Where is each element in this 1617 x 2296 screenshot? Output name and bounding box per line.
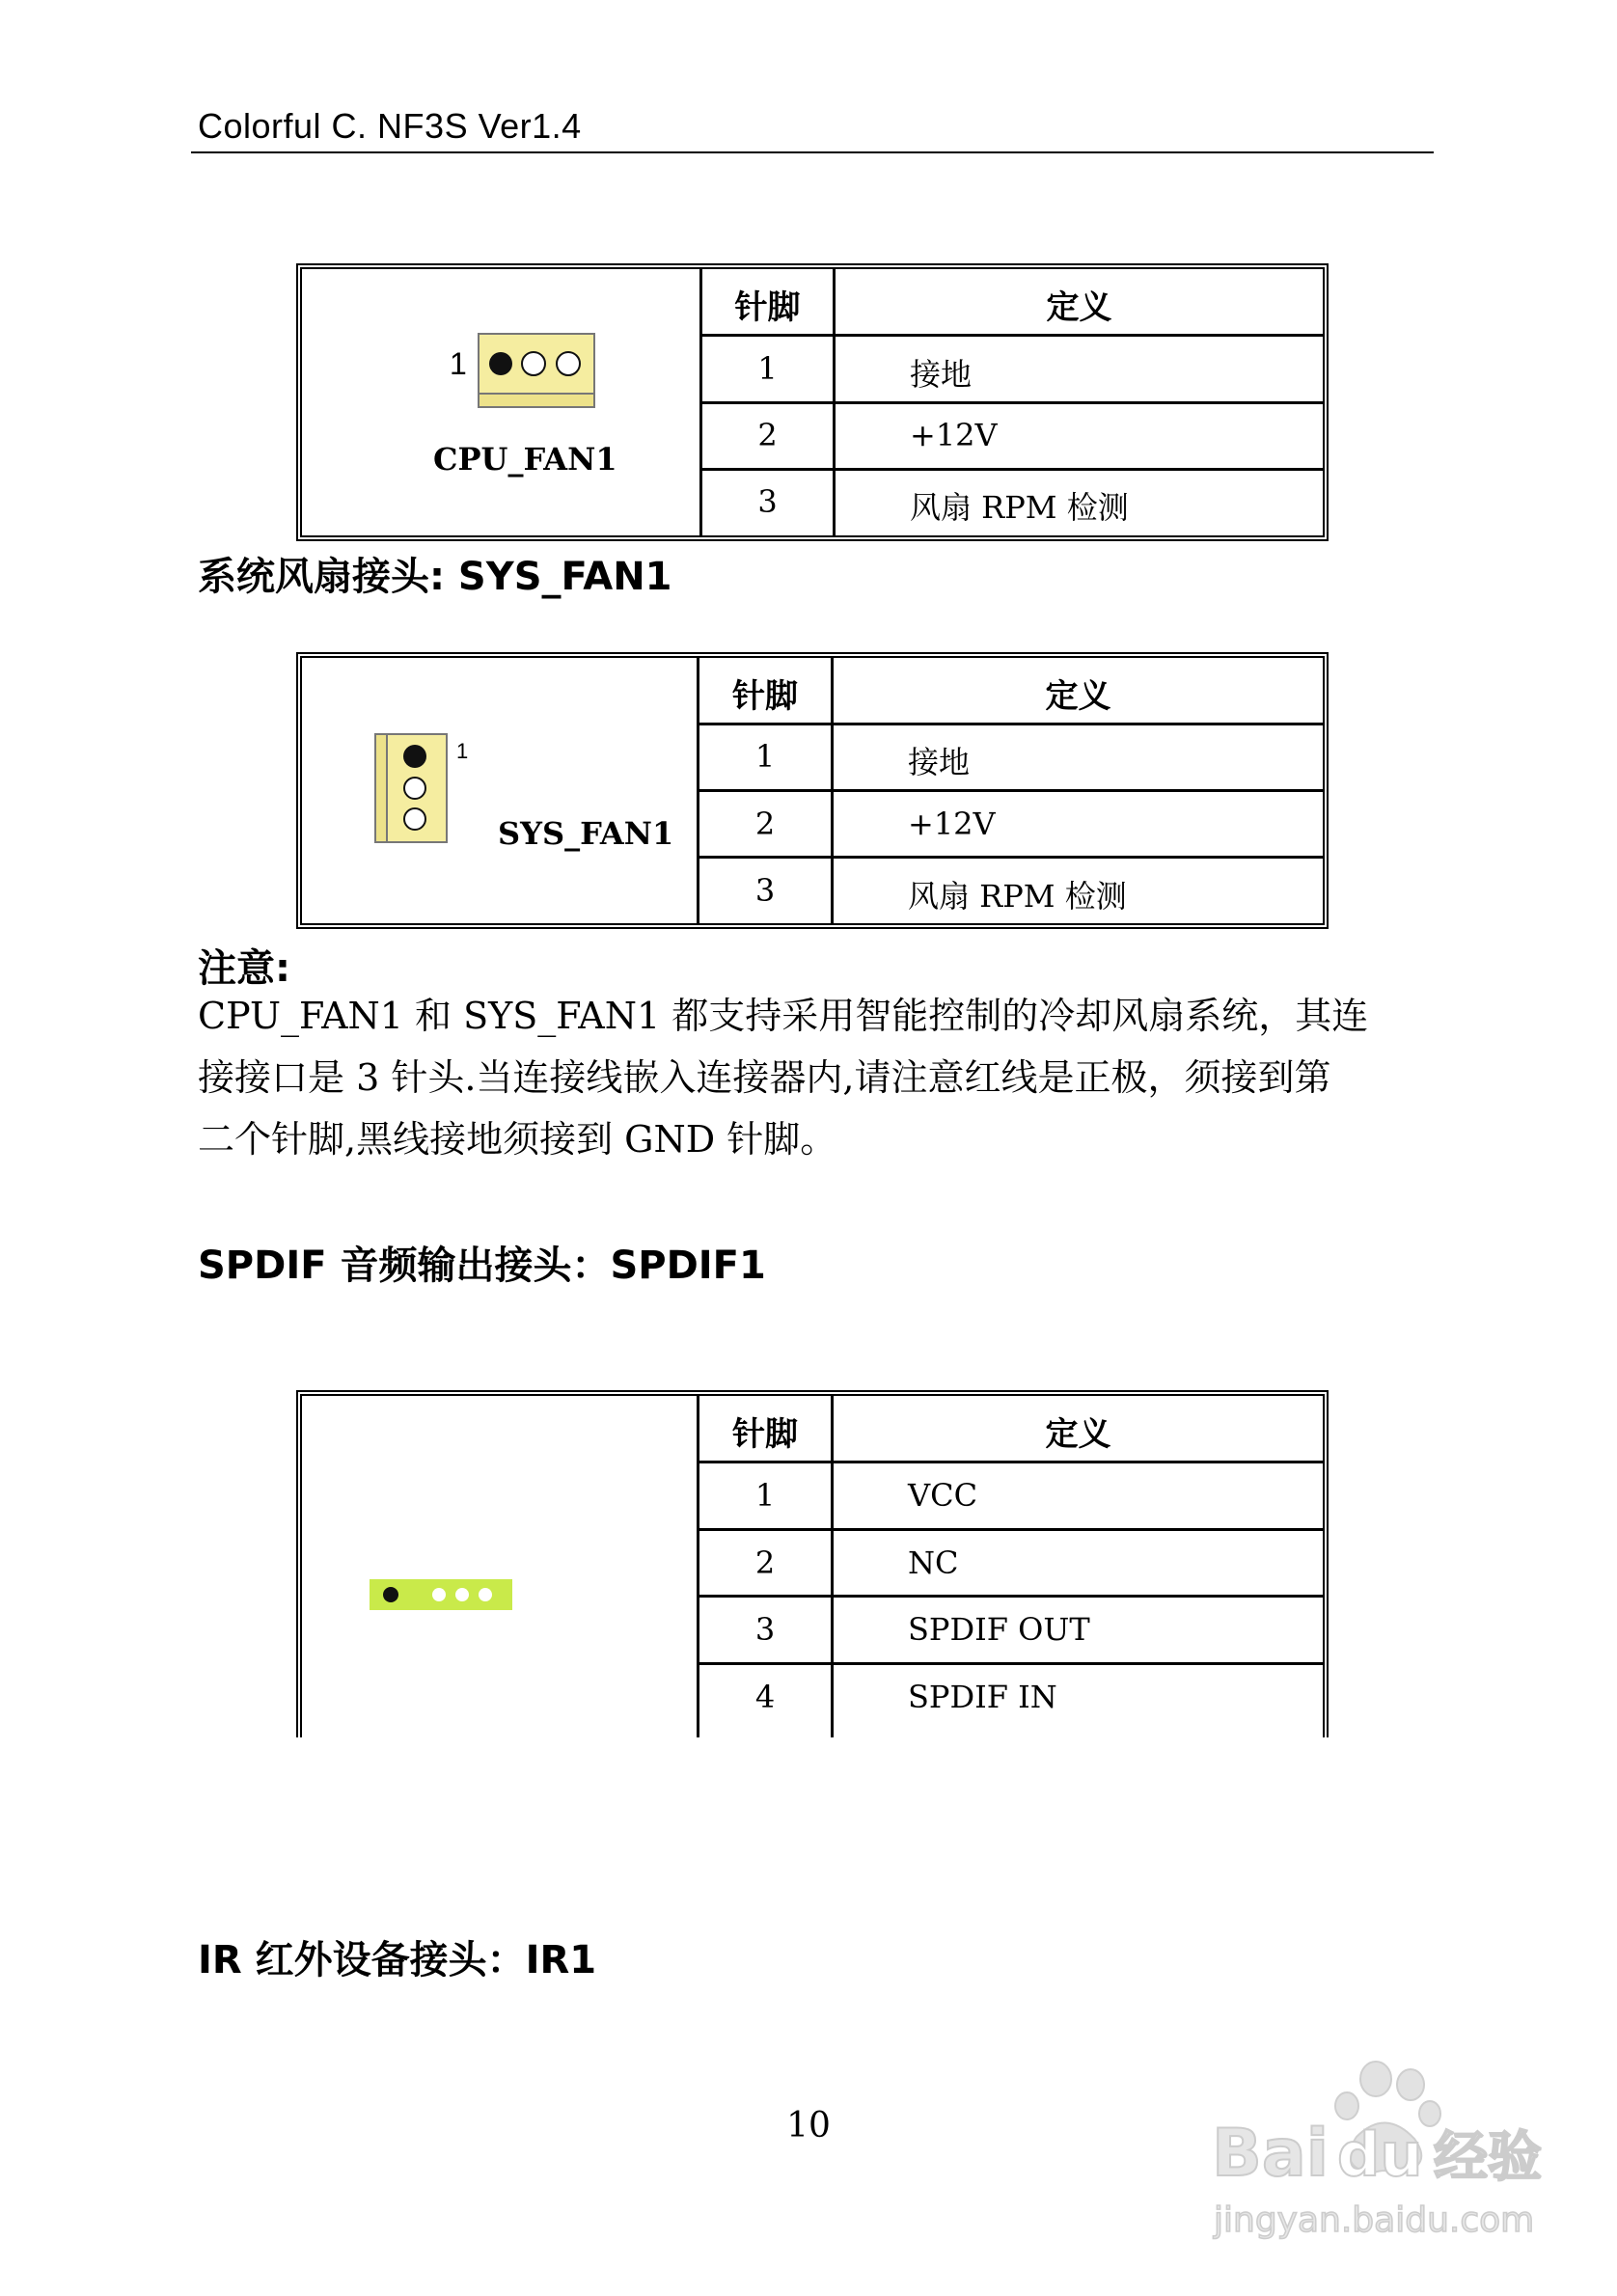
pin-column-header: 针脚 <box>734 288 801 327</box>
document-header-title: Colorful C. NF3S Ver1.4 <box>198 106 582 146</box>
note-heading: 注意: <box>198 946 290 991</box>
table-cell-pin: 1 <box>754 738 776 775</box>
cpu-fan-diagram <box>302 269 699 535</box>
page-number: 10 <box>786 2106 831 2146</box>
table-cell-pin: 2 <box>757 417 778 453</box>
definition-column-header: 定义 <box>1045 677 1111 716</box>
sys-fan-connector-icon <box>374 733 452 847</box>
ir-heading: IR 红外设备接头：IR1 <box>198 1938 597 1982</box>
spdif-heading: SPDIF 音频输出接头：SPDIF1 <box>198 1244 766 1288</box>
table-cell-definition: 接地 <box>908 744 971 780</box>
table-cell-pin: 4 <box>754 1679 776 1715</box>
pin1-marker: 1 <box>450 346 467 381</box>
cpu-fan-connector-icon <box>478 333 597 410</box>
table-cell-definition: NC <box>908 1544 959 1581</box>
table-cell-pin: 1 <box>757 350 778 387</box>
table-cell-pin: 3 <box>754 1611 776 1648</box>
table-cell-definition: 接地 <box>910 356 973 393</box>
svg-text:du: du <box>1337 2119 1423 2190</box>
pin-column-header: 针脚 <box>732 677 798 716</box>
table-cell-pin: 2 <box>754 806 776 842</box>
cpu-fan-connector-label: CPU_FAN1 <box>433 441 617 478</box>
note-line: CPU_FAN1 和 SYS_FAN1 都支持采用智能控制的冷却风扇系统，其连 <box>198 995 1369 1037</box>
table-cell-pin: 2 <box>754 1544 776 1581</box>
pin-column-header: 针脚 <box>732 1415 798 1454</box>
sys-fan-connector-label: SYS_FAN1 <box>498 815 674 852</box>
svg-text:jingyan.baidu.com: jingyan.baidu.com <box>1214 2200 1535 2240</box>
note-line: 接接口是 3 针头.当连接线嵌入连接器内,请注意红线是正极，须接到第 <box>198 1056 1331 1099</box>
spdif-pin-table <box>296 1390 1329 1737</box>
table-cell-pin: 3 <box>757 483 778 520</box>
definition-column-header: 定义 <box>1046 288 1112 327</box>
table-cell-pin: 1 <box>754 1477 776 1514</box>
table-cell-definition: 风扇 RPM 检测 <box>908 878 1127 915</box>
spdif-connector-icon <box>370 1579 514 1612</box>
header-divider <box>191 151 1434 153</box>
cpu-fan-pin-table <box>296 263 1329 541</box>
table-cell-definition: +12V <box>910 417 998 453</box>
table-cell-definition: 风扇 RPM 检测 <box>910 489 1129 526</box>
table-cell-definition: +12V <box>908 806 996 842</box>
spdif-diagram <box>302 1396 697 1737</box>
svg-text:经验: 经验 <box>1434 2126 1542 2189</box>
table-cell-definition: SPDIF OUT <box>908 1611 1090 1648</box>
table-cell-pin: 3 <box>754 872 776 909</box>
definition-column-header: 定义 <box>1045 1415 1111 1454</box>
baidu-watermark-logo <box>1192 2060 1559 2253</box>
table-cell-definition: SPDIF IN <box>908 1679 1057 1715</box>
sys-fan-heading: 系统风扇接头: SYS_FAN1 <box>198 555 672 599</box>
table-cell-definition: VCC <box>908 1477 978 1514</box>
note-line: 二个针脚,黑线接地须接到 GND 针脚。 <box>198 1118 837 1161</box>
svg-text:Bai: Bai <box>1212 2116 1329 2192</box>
sys-fan-diagram <box>302 658 697 923</box>
pin1-marker: 1 <box>456 739 469 763</box>
note-paragraph <box>198 985 1442 1170</box>
sys-fan-pin-table <box>296 652 1329 929</box>
